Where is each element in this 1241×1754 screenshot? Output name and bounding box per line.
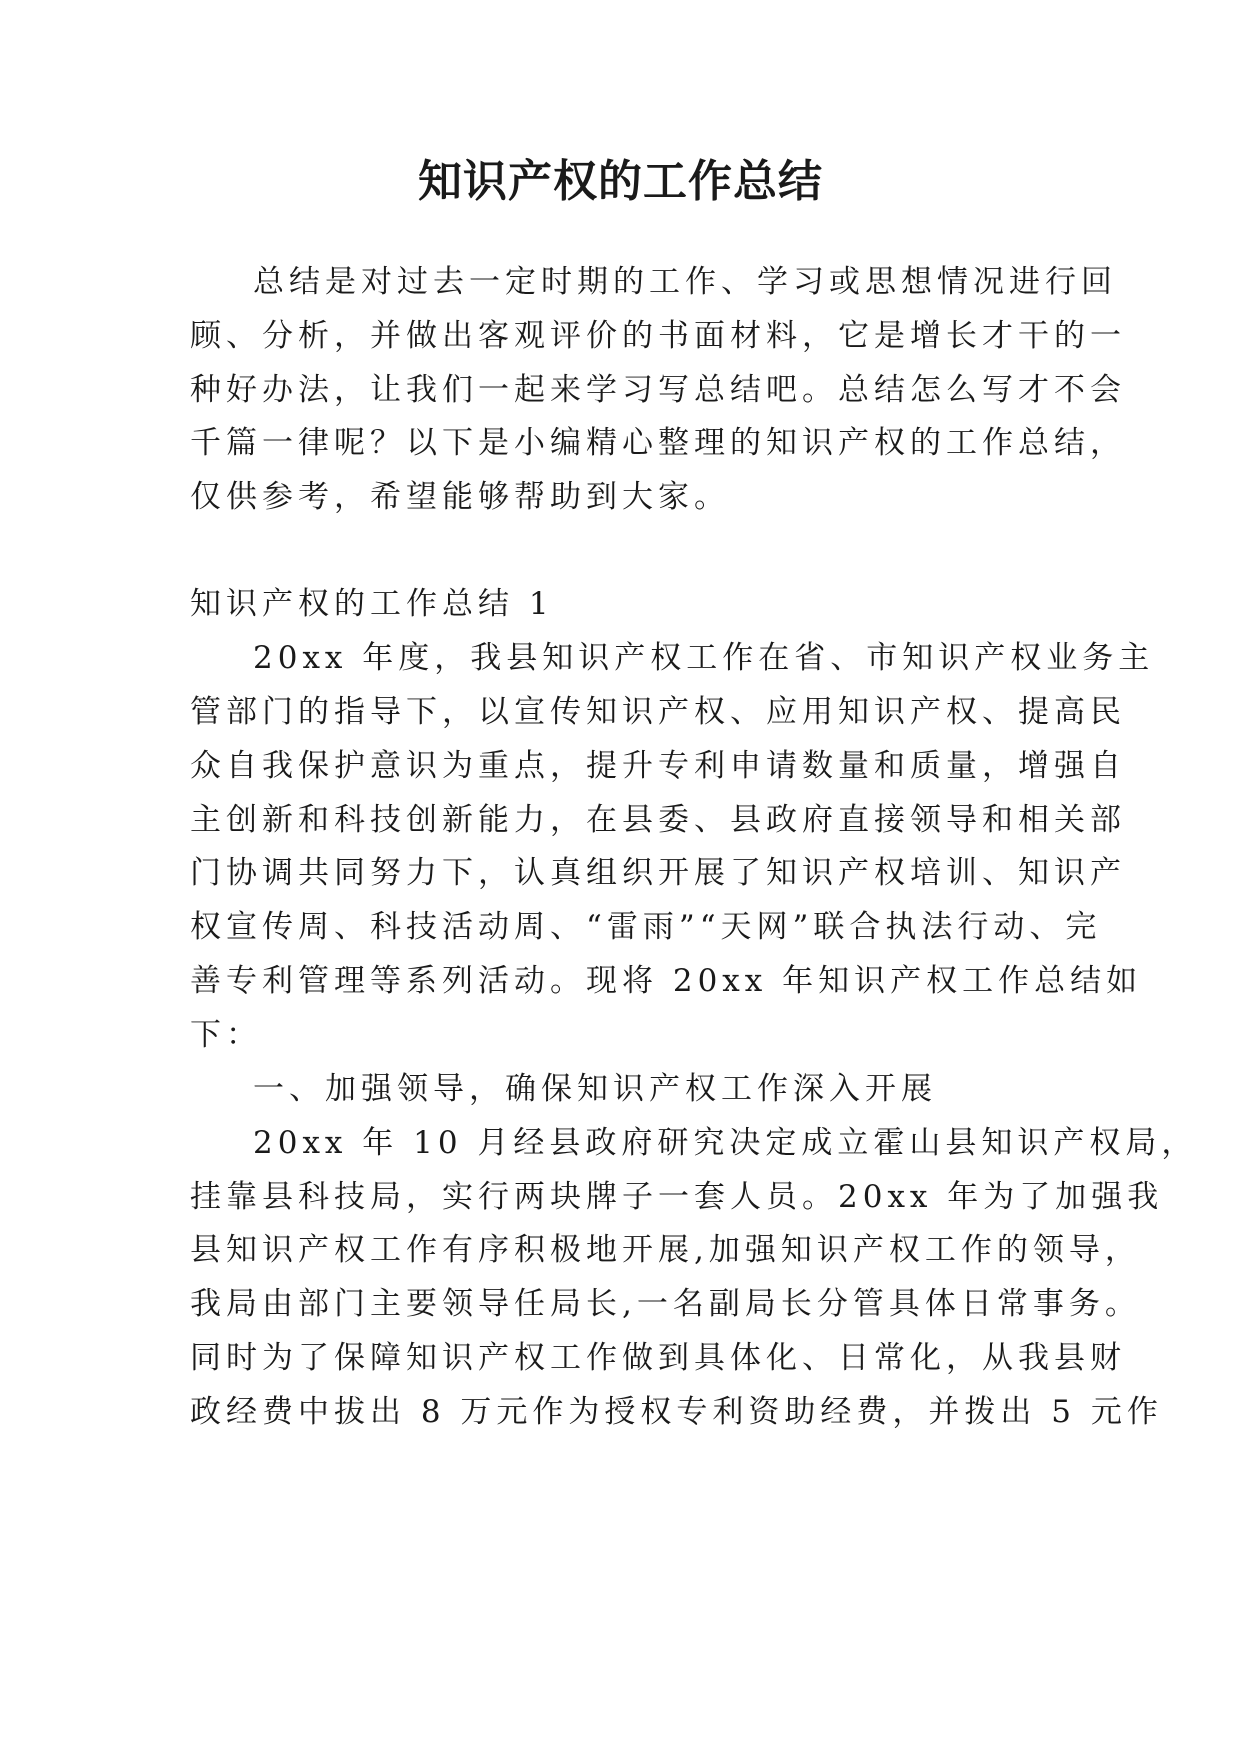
intro-line-1: 总结是对过去一定时期的工作、学习或思想情况进行回 [253, 264, 1117, 300]
paragraph-line: 善专利管理等系列活动。现将 20xx 年知识产权工作总结如 [190, 963, 1143, 999]
paragraph-line: 20xx 年 10 月经县政府研究决定成立霍山县知识产权局， [253, 1125, 1198, 1161]
intro-line-4: 千篇一律呢？以下是小编精心整理的知识产权的工作总结， [190, 425, 1126, 461]
section-heading: 知识产权的工作总结 1 [190, 586, 554, 622]
paragraph-line: 挂靠县科技局，实行两块牌子一套人员。20xx 年为了加强我 [190, 1179, 1164, 1215]
paragraph-line: 我局由部门主要领导任局长,一名副局长分管具体日常事务。 [190, 1286, 1141, 1322]
paragraph-line: 下： [190, 1017, 262, 1053]
intro-line-2: 顾、分析，并做出客观评价的书面材料，它是增长才干的一 [190, 318, 1126, 354]
paragraph-line: 门协调共同努力下，认真组织开展了知识产权培训、知识产 [190, 855, 1126, 891]
paragraph-line: 同时为了保障知识产权工作做到具体化、日常化，从我县财 [190, 1340, 1126, 1376]
paragraph-line: 权宣传周、科技活动周、“雷雨”“天网”联合执法行动、完 [190, 909, 1102, 945]
subheading: 一、加强领导，确保知识产权工作深入开展 [253, 1071, 937, 1107]
paragraph-line: 主创新和科技创新能力，在县委、县政府直接领导和相关部 [190, 802, 1126, 838]
intro-line-5: 仅供参考，希望能够帮助到大家。 [190, 479, 730, 515]
intro-line-3: 种好办法，让我们一起来学习写总结吧。总结怎么写才不会 [190, 372, 1126, 408]
paragraph-line: 20xx 年度，我县知识产权工作在省、市知识产权业务主 [253, 640, 1155, 676]
paragraph-line: 政经费中拔出 8 万元作为授权专利资助经费，并拨出 5 元作 [190, 1394, 1163, 1430]
document-title: 知识产权的工作总结 [418, 156, 823, 207]
paragraph-line: 管部门的指导下，以宣传知识产权、应用知识产权、提高民 [190, 694, 1126, 730]
paragraph-line: 众自我保护意识为重点，提升专利申请数量和质量，增强自 [190, 748, 1126, 784]
paragraph-line: 县知识产权工作有序积极地开展,加强知识产权工作的领导， [190, 1232, 1141, 1268]
